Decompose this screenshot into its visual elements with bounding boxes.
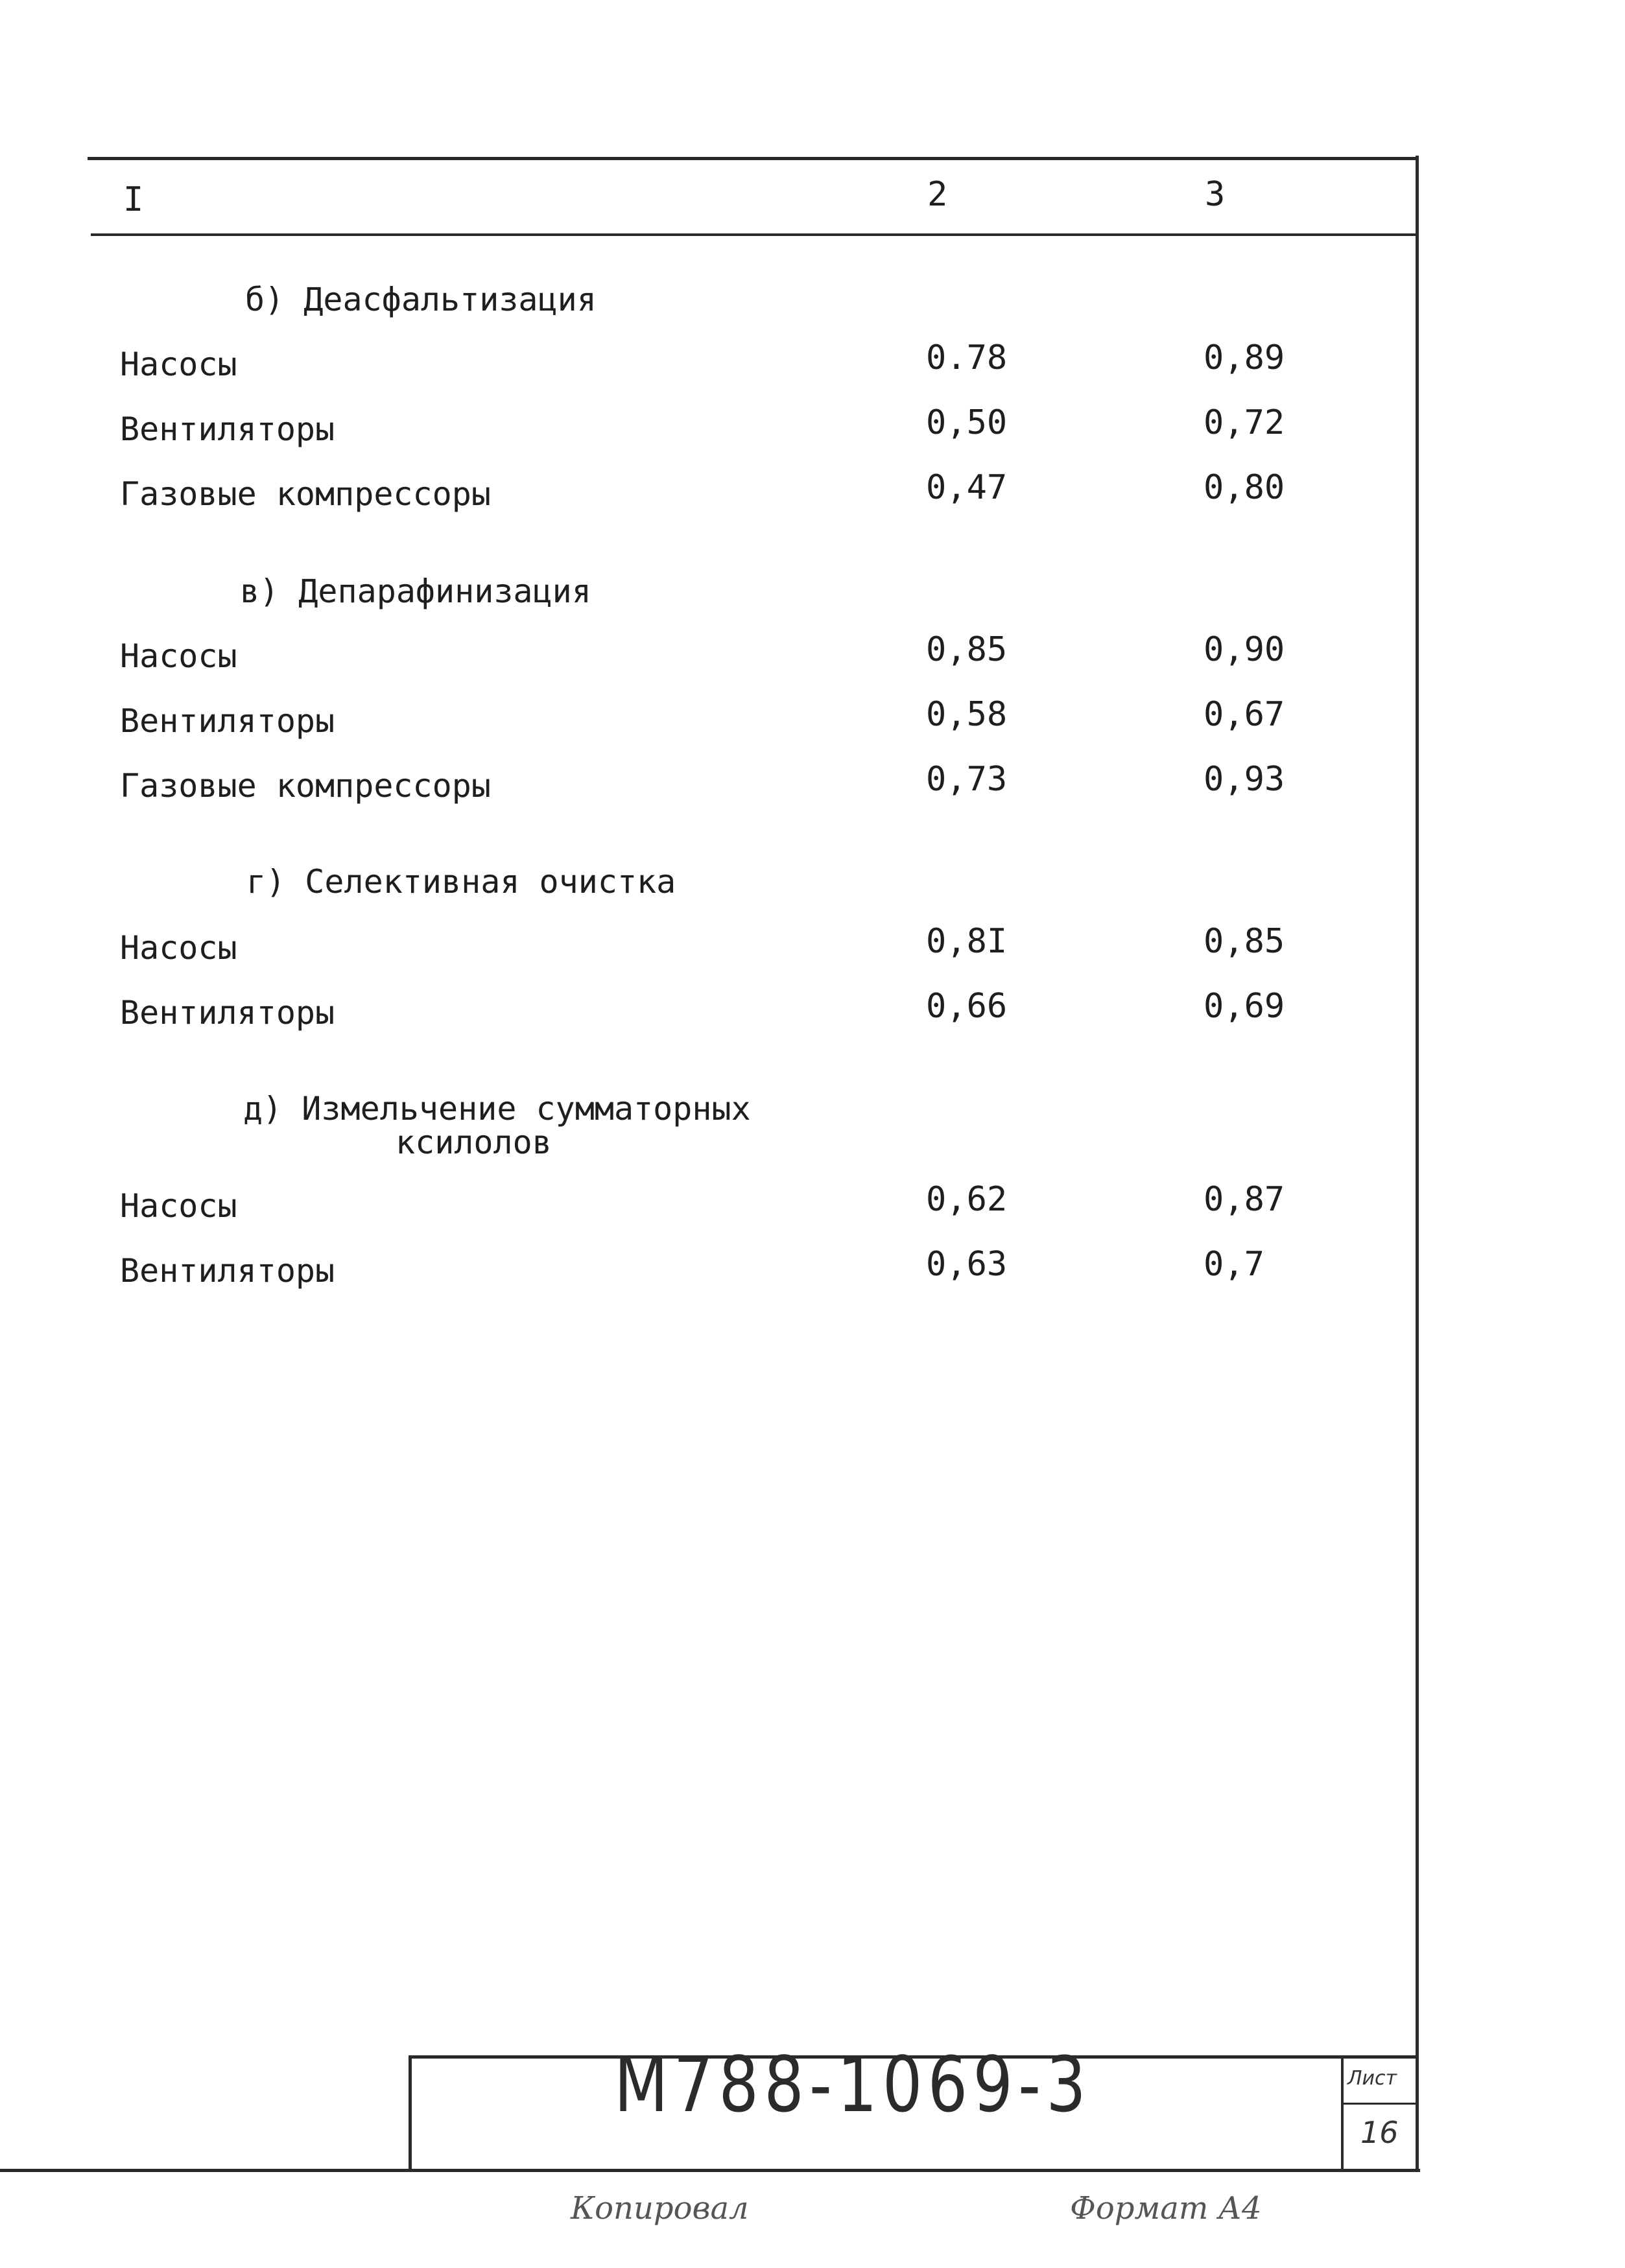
table-top-rule [88,157,1417,160]
sheet-number: 16 [1360,2115,1399,2150]
row-value-col-2: 0.78 [926,338,1008,377]
header-col-1: I [123,180,144,219]
section-title: д) Измельчение сумматорных [243,1090,751,1128]
row-value-col-2: 0,66 [926,987,1008,1026]
row-value-col-3: 0,85 [1204,922,1285,961]
right-frame-line [1416,156,1419,2169]
row-value-col-3: 0,93 [1204,760,1285,799]
row-value-col-2: 0,85 [926,630,1008,669]
row-value-col-3: 0,69 [1204,987,1285,1026]
row-name: Вентиляторы [120,1252,335,1290]
row-name: Газовые компрессоры [120,767,491,805]
row-value-col-3: 0,80 [1204,468,1285,507]
page-bottom-rule [0,2169,1420,2172]
row-value-col-2: 0,62 [926,1180,1008,1219]
header-bottom-rule [91,233,1417,236]
row-value-col-3: 0,87 [1204,1180,1285,1219]
row-value-col-3: 0,67 [1204,695,1285,734]
row-name: Насосы [120,346,237,383]
row-name: Вентиляторы [120,410,335,448]
stamp-sheet-hline [1341,2103,1417,2105]
section-title: г) Селективная очистка [246,863,676,901]
section-title-continued: ксилолов [396,1124,552,1161]
row-value-col-3: 0,89 [1204,338,1285,377]
row-value-col-3: 0,7 [1204,1245,1264,1284]
stamp-left-rule [409,2055,412,2172]
row-name: Вентиляторы [120,702,335,740]
format-label: Формат А4 [1070,2190,1262,2227]
row-name: Вентиляторы [120,994,335,1032]
sheet-label: Лист [1347,2067,1397,2090]
header-col-3: 3 [1205,175,1226,214]
row-value-col-3: 0,90 [1204,630,1285,669]
row-value-col-2: 0,63 [926,1245,1008,1284]
row-name: Насосы [120,1187,237,1225]
copied-by-label: Копировал [571,2190,749,2227]
row-value-col-2: 0,58 [926,695,1008,734]
header-col-2: 2 [927,175,948,214]
section-title: в) Депарафинизация [240,573,591,610]
row-value-col-3: 0,72 [1204,403,1285,442]
stamp-sheet-divider [1341,2055,1344,2171]
row-value-col-2: 0,47 [926,468,1008,507]
row-value-col-2: 0,8I [926,922,1008,961]
section-title: б) Деасфальтизация [245,281,597,318]
row-value-col-2: 0,50 [926,403,1008,442]
document-code: М788-1069-3 [613,2040,1092,2129]
row-value-col-2: 0,73 [926,760,1008,799]
row-name: Насосы [120,929,237,967]
row-name: Газовые компрессоры [120,475,491,513]
row-name: Насосы [120,637,237,675]
